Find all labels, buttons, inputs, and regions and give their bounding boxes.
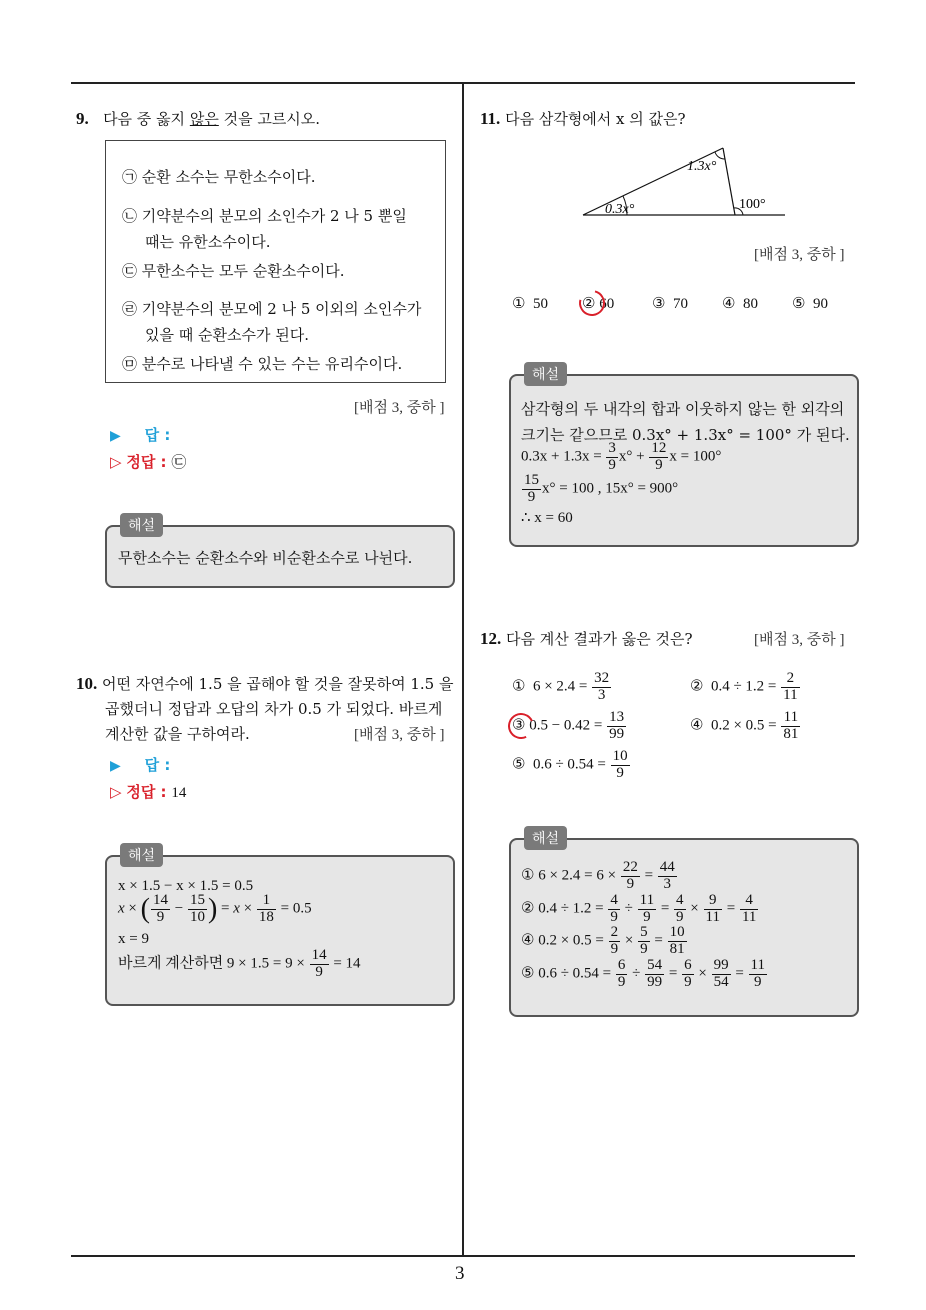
q9-prompt <box>76 108 320 129</box>
q11-angle-top: 1.3x° <box>687 159 717 174</box>
q11-angle-exterior: 100° <box>739 197 766 212</box>
q9-correct-label: 정답 : <box>126 453 167 471</box>
q9-number: 9. <box>76 109 89 128</box>
q10-correct-value: 14 <box>171 785 187 801</box>
q12-prompt-row <box>480 628 693 649</box>
q11-prompt-row <box>480 108 686 129</box>
q9-item-1-text: 순환 소수는 무한소수이다. <box>141 168 316 186</box>
q11-sol-line-3a: 0.3x + 1.3x = <box>521 448 602 465</box>
q11-sol-line-2: 크기는 같으므로 0.3x° + 1.3x° = 100° 가 된다. <box>521 426 850 444</box>
q12-choice-2: ② 0.4 ÷ 1.2 = $\frac{2}{11}$ <box>690 670 798 703</box>
q11-choice-2: ② 60 <box>582 296 615 312</box>
outline-arrow-icon: ▷ <box>110 783 122 801</box>
q10-line-3: 계산한 값을 구하여라. <box>105 725 250 743</box>
q9-item-1 <box>122 166 316 187</box>
q10-correct-label: 정답 : <box>126 783 167 801</box>
q12-choice-1: ① 6 × 2.4 = $\frac{32}{3}$ <box>512 670 610 703</box>
q12-sol-line-2: ② 0.4 ÷ 1.2 = $\frac{4}{9}$ ÷ $\frac{11}{9}$ = $\frac{4}{9}$ × $\frac{9}{11}$ = $\frac{4}{11}$ <box>521 892 757 925</box>
q10-correct-row <box>110 781 186 802</box>
q9-item-5-mark: ㉤ <box>122 355 138 373</box>
q11-answer-circle-mark <box>574 285 610 321</box>
page-number: 3 <box>455 1263 465 1284</box>
q9-item-2-cont: 때는 유한소수이다. <box>145 233 271 251</box>
q10-line-2: 곱했더니 정답과 오답의 차가 0.5 가 되었다. 바르게 <box>105 700 443 718</box>
q9-solution-tag: 해설 <box>120 513 163 537</box>
q11-sol-line-4b: x° = 100 , 15x° = 900° <box>542 480 679 497</box>
q10-score: [배점 3, 중하 ] <box>354 727 445 743</box>
q11-score: [배점 3, 중하 ] <box>754 247 845 263</box>
q10-answer-row <box>110 754 170 775</box>
q11-sol-line-3b: x° + <box>618 448 645 465</box>
q10-sol-line-2: x × ( $\frac{14}{9}$ − $\frac{15}{10}$ ) = x × $\frac{1}{18}$ = 0.5 <box>118 892 312 925</box>
q12-choice-3: ③ 0.5 − 0.42 = $\frac{13}{99}$ <box>512 709 625 742</box>
bottom-rule <box>71 1255 855 1257</box>
q9-answer-label: 답 : <box>144 426 171 444</box>
q9-solution-text: 무한소수는 순환소수와 비순환소수로 나뉜다. <box>118 549 413 567</box>
q11-solution-tag: 해설 <box>524 362 567 386</box>
q12-choice-5: ⑤ 0.6 ÷ 0.54 = $\frac{10}{9}$ <box>512 748 628 781</box>
q9-item-5-text: 분수로 나타낼 수 있는 수는 유리수이다. <box>141 355 403 373</box>
q10-answer-label: 답 : <box>144 756 171 774</box>
q12-choice-4: ④ 0.2 × 0.5 = $\frac{11}{81}$ <box>690 709 799 742</box>
q9-item-3-mark: ㉢ <box>122 262 138 280</box>
q10-number: 10. <box>76 674 98 693</box>
q9-prompt-underlined: 않은 <box>189 110 219 128</box>
q9-correct-row <box>110 451 186 472</box>
column-divider <box>462 83 464 1256</box>
q11-sol-line-3c: x = 100° <box>669 448 722 465</box>
q11-choice-4: ④ 80 <box>722 296 758 312</box>
q11-sol-line-4: $\frac{15}{9}$ x° = 100 , 15x° = 900° <box>524 472 679 505</box>
q9-item-2-mark: ㉡ <box>122 207 138 225</box>
q9-item-5 <box>122 353 402 374</box>
q12-number: 12. <box>480 629 502 648</box>
q10-sol-line-4: 바르게 계산하면 9 × 1.5 = 9 × $\frac{14}{9}$ = 14 <box>118 947 361 980</box>
q12-prompt: 다음 계산 결과가 옳은 것은? <box>506 630 693 648</box>
q9-item-2 <box>122 205 407 226</box>
q11-prompt: 다음 삼각형에서 x 의 값은? <box>505 110 686 128</box>
q12-sol-line-1: ① 6 × 2.4 = 6 × $\frac{22}{9}$ = $\frac{44}{3}$ <box>521 859 675 892</box>
q9-score: [배점 3, 중하 ] <box>354 400 445 416</box>
outline-arrow-icon: ▷ <box>110 453 122 471</box>
q12-score: [배점 3, 중하 ] <box>754 632 845 648</box>
q10-sol-line-4-text: 바르게 계산하면 9 × 1.5 = 9 × <box>118 955 305 972</box>
q9-item-3 <box>122 260 344 281</box>
q9-answer-row <box>110 424 170 445</box>
q10-text-1: 어떤 자연수에 1.5 을 곱해야 할 것을 잘못하여 1.5 을 <box>102 675 454 693</box>
q10-line-1 <box>76 673 453 694</box>
q9-item-3-text: 무한소수는 모두 순환소수이다. <box>141 262 345 280</box>
q11-angle-left: 0.3x° <box>605 202 635 217</box>
play-arrow-icon: ▶ <box>110 428 121 444</box>
q10-sol-line-4-end: = 14 <box>333 955 361 972</box>
play-arrow-icon: ▶ <box>110 758 121 774</box>
q9-prompt-b: 것을 고르시오. <box>218 110 321 128</box>
q11-choice-1: ① 50 <box>512 296 548 312</box>
q11-choice-5: ⑤ 90 <box>792 296 828 312</box>
q9-correct-value: ㉢ <box>171 453 187 471</box>
q11-triangle-figure <box>575 140 795 225</box>
q9-item-1-mark: ㉠ <box>122 168 138 186</box>
q11-sol-line-1: 삼각형의 두 내각의 합과 이웃하지 않는 한 외각의 <box>521 400 845 418</box>
q12-solution-tag: 해설 <box>524 826 567 850</box>
q11-sol-line-3: 0.3x + 1.3x = $\frac{3}{9}$ x° + $\frac{12}{9}$ x = 100° <box>521 440 722 473</box>
q12-sol-line-3: ④ 0.2 × 0.5 = $\frac{2}{9}$ × $\frac{5}{9}$ = $\frac{10}{81}$ <box>521 924 685 957</box>
q9-prompt-a: 다음 중 옳지 <box>103 110 190 128</box>
q10-sol-line-1: x × 1.5 − x × 1.5 = 0.5 <box>118 878 254 894</box>
q9-item-4 <box>122 298 421 319</box>
q9-item-4-mark: ㉣ <box>122 300 138 318</box>
q9-item-4-cont: 있을 때 순환소수가 된다. <box>145 326 309 344</box>
q10-sol-line-3: x = 9 <box>118 931 149 947</box>
q12-sol-line-4: ⑤ 0.6 ÷ 0.54 = $\frac{6}{9}$ ÷ $\frac{54}{99}$ = $\frac{6}{9}$ × $\frac{99}{54}$ = $\frac{11}{9}$ <box>521 957 765 990</box>
q11-choice-3: ③ 70 <box>652 296 688 312</box>
q9-item-2-text: 기약분수의 분모의 소인수가 2 나 5 뿐일 <box>141 207 407 225</box>
q11-sol-line-5: ∴ x = 60 <box>521 510 573 526</box>
q10-solution-tag: 해설 <box>120 843 163 867</box>
q9-item-4-text: 기약분수의 분모에 2 나 5 이외의 소인수가 <box>141 300 422 318</box>
q11-number: 11. <box>480 109 501 128</box>
